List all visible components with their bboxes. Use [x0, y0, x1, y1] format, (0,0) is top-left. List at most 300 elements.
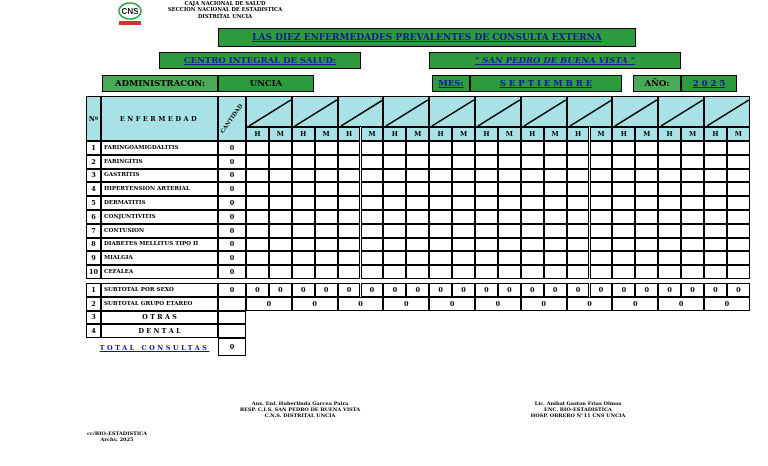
- data-cell[interactable]: [681, 265, 704, 279]
- data-cell[interactable]: [246, 155, 269, 169]
- data-cell[interactable]: [521, 265, 544, 279]
- data-cell[interactable]: [338, 182, 361, 196]
- data-cell[interactable]: [635, 251, 658, 265]
- data-cell[interactable]: [727, 155, 750, 169]
- data-cell[interactable]: [292, 155, 315, 169]
- data-cell[interactable]: [246, 210, 269, 224]
- disease-quantity: 0: [218, 169, 246, 183]
- sex-header: M: [681, 127, 704, 141]
- data-cell[interactable]: [475, 169, 498, 183]
- data-cell[interactable]: [521, 196, 544, 210]
- mes-value-box: [470, 75, 622, 92]
- data-cell[interactable]: [269, 196, 292, 210]
- data-cell[interactable]: [727, 238, 750, 252]
- disease-quantity: 0: [218, 210, 246, 224]
- data-cell[interactable]: [727, 265, 750, 279]
- data-cell[interactable]: [361, 155, 384, 169]
- data-cell[interactable]: [246, 141, 269, 155]
- age-group-header: [475, 96, 521, 127]
- data-cell[interactable]: [612, 210, 635, 224]
- data-cell[interactable]: [658, 265, 681, 279]
- data-cell[interactable]: [292, 141, 315, 155]
- data-cell[interactable]: [498, 196, 521, 210]
- diagonal-rule: [613, 97, 659, 128]
- data-cell[interactable]: [269, 182, 292, 196]
- subtotal-grupo-cell: 0: [521, 297, 567, 311]
- data-cell[interactable]: [590, 141, 613, 155]
- data-cell[interactable]: [452, 182, 475, 196]
- data-cell[interactable]: [406, 251, 429, 265]
- data-cell[interactable]: [452, 155, 475, 169]
- data-cell[interactable]: [292, 210, 315, 224]
- data-cell[interactable]: [567, 141, 590, 155]
- data-cell[interactable]: [338, 196, 361, 210]
- data-cell[interactable]: [383, 224, 406, 238]
- data-cell[interactable]: [383, 141, 406, 155]
- data-cell[interactable]: [521, 182, 544, 196]
- data-cell[interactable]: [498, 224, 521, 238]
- data-cell[interactable]: [246, 251, 269, 265]
- age-group-header: [338, 96, 384, 127]
- cns-logo: [116, 2, 152, 28]
- data-cell[interactable]: [498, 182, 521, 196]
- data-cell[interactable]: [727, 169, 750, 183]
- diagonal-rule: [705, 97, 751, 128]
- data-cell[interactable]: [612, 224, 635, 238]
- data-cell[interactable]: [704, 169, 727, 183]
- data-cell[interactable]: [338, 210, 361, 224]
- data-cell[interactable]: [429, 169, 452, 183]
- data-cell[interactable]: [452, 238, 475, 252]
- data-cell[interactable]: [498, 265, 521, 279]
- data-cell[interactable]: [429, 265, 452, 279]
- data-cell[interactable]: [475, 155, 498, 169]
- data-cell[interactable]: [658, 155, 681, 169]
- subtotal-sexo-qty: 0: [218, 283, 246, 297]
- data-cell[interactable]: [544, 265, 567, 279]
- data-cell[interactable]: [452, 210, 475, 224]
- data-cell[interactable]: [590, 196, 613, 210]
- data-cell[interactable]: [704, 155, 727, 169]
- data-cell[interactable]: [727, 251, 750, 265]
- data-cell[interactable]: [635, 169, 658, 183]
- data-cell[interactable]: [544, 224, 567, 238]
- data-cell[interactable]: [246, 265, 269, 279]
- admin-value-box: [218, 75, 314, 92]
- data-cell[interactable]: [361, 238, 384, 252]
- data-cell[interactable]: [681, 182, 704, 196]
- data-cell[interactable]: [361, 141, 384, 155]
- data-cell[interactable]: [406, 238, 429, 252]
- data-cell[interactable]: [704, 265, 727, 279]
- sex-header: M: [498, 127, 521, 141]
- data-cell[interactable]: [361, 196, 384, 210]
- data-cell[interactable]: [338, 238, 361, 252]
- row-number: 4: [86, 324, 101, 338]
- data-cell[interactable]: [590, 251, 613, 265]
- age-group-header: [521, 96, 567, 127]
- diagonal-rule: [430, 97, 476, 128]
- data-cell[interactable]: [269, 251, 292, 265]
- data-cell[interactable]: [292, 238, 315, 252]
- data-cell[interactable]: [383, 251, 406, 265]
- sex-header: H: [612, 127, 635, 141]
- data-cell[interactable]: [498, 155, 521, 169]
- data-cell[interactable]: [475, 210, 498, 224]
- disease-name: CONTUSION: [101, 224, 218, 238]
- data-cell[interactable]: [315, 210, 338, 224]
- cc-note: cc/BIO-ESTADISTICA Archv. 2025: [86, 431, 148, 444]
- data-cell[interactable]: [635, 155, 658, 169]
- data-cell[interactable]: [315, 251, 338, 265]
- sex-header: M: [269, 127, 292, 141]
- data-cell[interactable]: [429, 155, 452, 169]
- data-cell[interactable]: [567, 224, 590, 238]
- data-cell[interactable]: [635, 196, 658, 210]
- data-cell[interactable]: [269, 238, 292, 252]
- data-cell[interactable]: [590, 169, 613, 183]
- data-cell[interactable]: [498, 141, 521, 155]
- data-cell[interactable]: [315, 238, 338, 252]
- sex-header: M: [361, 127, 384, 141]
- subtotal-sexo-cell: 0: [246, 283, 269, 297]
- mes-value: S E P T I E M B R E: [499, 78, 593, 89]
- data-cell[interactable]: [612, 251, 635, 265]
- data-cell[interactable]: [681, 224, 704, 238]
- data-cell[interactable]: [612, 196, 635, 210]
- data-cell[interactable]: [544, 169, 567, 183]
- data-cell[interactable]: [406, 210, 429, 224]
- data-cell[interactable]: [315, 265, 338, 279]
- data-cell[interactable]: [338, 155, 361, 169]
- data-cell[interactable]: [315, 224, 338, 238]
- sex-header: M: [590, 127, 613, 141]
- data-cell[interactable]: [590, 238, 613, 252]
- age-group-header: [567, 96, 613, 127]
- total-consultas-label: [91, 340, 218, 356]
- row-number: 9: [86, 251, 101, 265]
- subtotal-sexo-cell: 0: [315, 283, 338, 297]
- row-number: 1: [86, 141, 101, 155]
- data-cell[interactable]: [269, 155, 292, 169]
- data-cell[interactable]: [383, 210, 406, 224]
- data-cell[interactable]: [475, 141, 498, 155]
- data-cell[interactable]: [361, 182, 384, 196]
- subtotal-sexo-cell: 0: [704, 283, 727, 297]
- data-cell[interactable]: [658, 182, 681, 196]
- data-cell[interactable]: [338, 169, 361, 183]
- data-cell[interactable]: [269, 141, 292, 155]
- data-cell[interactable]: [704, 196, 727, 210]
- data-cell[interactable]: [246, 169, 269, 183]
- data-cell[interactable]: [315, 141, 338, 155]
- sex-header: H: [704, 127, 727, 141]
- data-cell[interactable]: [361, 169, 384, 183]
- data-cell[interactable]: [704, 141, 727, 155]
- data-cell[interactable]: [612, 265, 635, 279]
- sex-header: H: [246, 127, 269, 141]
- data-cell[interactable]: [681, 210, 704, 224]
- logo-text: CNS: [121, 7, 139, 16]
- data-cell[interactable]: [704, 251, 727, 265]
- data-cell[interactable]: [292, 182, 315, 196]
- data-cell[interactable]: [612, 155, 635, 169]
- data-cell[interactable]: [269, 210, 292, 224]
- data-cell[interactable]: [704, 238, 727, 252]
- data-cell[interactable]: [475, 265, 498, 279]
- diagonal-rule: [247, 97, 293, 128]
- data-cell[interactable]: [475, 196, 498, 210]
- data-cell[interactable]: [475, 224, 498, 238]
- data-cell[interactable]: [567, 251, 590, 265]
- data-cell[interactable]: [544, 210, 567, 224]
- subtotal-sexo-cell: 0: [383, 283, 406, 297]
- data-cell[interactable]: [338, 265, 361, 279]
- data-cell[interactable]: [612, 182, 635, 196]
- data-cell[interactable]: [498, 251, 521, 265]
- data-cell[interactable]: [567, 169, 590, 183]
- data-cell[interactable]: [727, 196, 750, 210]
- data-cell[interactable]: [383, 265, 406, 279]
- data-cell[interactable]: [452, 251, 475, 265]
- anio-value: 2 0 2 5: [692, 78, 726, 89]
- admin-value: UNCIA: [249, 78, 283, 89]
- data-cell[interactable]: [590, 210, 613, 224]
- data-cell[interactable]: [429, 182, 452, 196]
- diagonal-rule: [339, 97, 385, 128]
- sex-header: M: [727, 127, 750, 141]
- data-cell[interactable]: [292, 169, 315, 183]
- age-group-header: [292, 96, 338, 127]
- sex-header: H: [658, 127, 681, 141]
- data-cell[interactable]: [567, 196, 590, 210]
- sex-header: M: [406, 127, 429, 141]
- data-cell[interactable]: [452, 141, 475, 155]
- data-cell[interactable]: [544, 251, 567, 265]
- data-cell[interactable]: [681, 141, 704, 155]
- disease-name: GASTRITIS: [101, 169, 218, 183]
- data-cell[interactable]: [361, 265, 384, 279]
- data-cell[interactable]: [658, 251, 681, 265]
- otras-qty[interactable]: [218, 311, 246, 325]
- disease-name: HIPERTENSION ARTERIAL: [101, 182, 218, 196]
- data-cell[interactable]: [635, 210, 658, 224]
- data-cell[interactable]: [429, 238, 452, 252]
- subtotal-sexo-cell: 0: [498, 283, 521, 297]
- data-cell[interactable]: [429, 251, 452, 265]
- data-cell[interactable]: [704, 224, 727, 238]
- subtotal-sexo-cell: 0: [727, 283, 750, 297]
- data-cell[interactable]: [681, 196, 704, 210]
- data-cell[interactable]: [590, 224, 613, 238]
- diagonal-rule: [522, 97, 568, 128]
- data-cell[interactable]: [292, 196, 315, 210]
- centro-label: CENTRO INTEGRAL DE SALUD:: [183, 55, 337, 66]
- data-cell[interactable]: [246, 196, 269, 210]
- data-cell[interactable]: [544, 238, 567, 252]
- sex-header: H: [567, 127, 590, 141]
- centro-value: " SAN PEDRO DE BUENA VISTA ": [474, 55, 636, 66]
- data-cell[interactable]: [567, 265, 590, 279]
- dental-qty[interactable]: [218, 324, 246, 338]
- data-cell[interactable]: [406, 155, 429, 169]
- data-cell[interactable]: [269, 169, 292, 183]
- data-cell[interactable]: [406, 196, 429, 210]
- data-cell[interactable]: [658, 196, 681, 210]
- data-cell[interactable]: [544, 141, 567, 155]
- sex-header: M: [452, 127, 475, 141]
- data-cell[interactable]: [521, 169, 544, 183]
- data-cell[interactable]: [383, 169, 406, 183]
- anio-label: AÑO:: [644, 78, 670, 89]
- data-cell[interactable]: [521, 141, 544, 155]
- row-number: 3: [86, 169, 101, 183]
- disease-quantity: 0: [218, 196, 246, 210]
- disease-name: CONJUNTIVITIS: [101, 210, 218, 224]
- disease-quantity: 0: [218, 155, 246, 169]
- data-cell[interactable]: [612, 169, 635, 183]
- data-cell[interactable]: [315, 155, 338, 169]
- data-cell[interactable]: [681, 169, 704, 183]
- data-cell[interactable]: [498, 169, 521, 183]
- data-cell[interactable]: [338, 141, 361, 155]
- data-cell[interactable]: [475, 182, 498, 196]
- data-cell[interactable]: [704, 210, 727, 224]
- data-cell[interactable]: [292, 224, 315, 238]
- data-cell[interactable]: [612, 238, 635, 252]
- age-group-header: [429, 96, 475, 127]
- data-cell[interactable]: [292, 251, 315, 265]
- data-cell[interactable]: [521, 238, 544, 252]
- subtotal-grupo-cell: 0: [292, 297, 338, 311]
- data-cell[interactable]: [612, 141, 635, 155]
- data-cell[interactable]: [567, 238, 590, 252]
- data-cell[interactable]: [452, 196, 475, 210]
- age-group-header: [612, 96, 658, 127]
- data-cell[interactable]: [521, 224, 544, 238]
- data-cell[interactable]: [429, 196, 452, 210]
- data-cell[interactable]: [452, 265, 475, 279]
- data-cell[interactable]: [727, 224, 750, 238]
- data-cell[interactable]: [315, 196, 338, 210]
- data-cell[interactable]: [544, 155, 567, 169]
- data-cell[interactable]: [246, 182, 269, 196]
- data-cell[interactable]: [361, 224, 384, 238]
- data-cell[interactable]: [590, 265, 613, 279]
- disease-name: DIABETES MELLITUS TIPO II: [101, 238, 218, 252]
- row-number: 6: [86, 210, 101, 224]
- diagonal-rule: [476, 97, 522, 128]
- data-cell[interactable]: [727, 141, 750, 155]
- row-number: 2: [86, 297, 101, 311]
- data-cell[interactable]: [429, 210, 452, 224]
- data-cell[interactable]: [521, 155, 544, 169]
- data-cell[interactable]: [727, 210, 750, 224]
- diagonal-rule: [659, 97, 705, 128]
- data-cell[interactable]: [658, 210, 681, 224]
- data-cell[interactable]: [383, 196, 406, 210]
- data-cell[interactable]: [315, 169, 338, 183]
- data-cell[interactable]: [681, 238, 704, 252]
- col-header-no: Nº: [86, 96, 101, 141]
- data-cell[interactable]: [544, 196, 567, 210]
- data-cell[interactable]: [338, 251, 361, 265]
- data-cell[interactable]: [246, 224, 269, 238]
- data-cell[interactable]: [727, 182, 750, 196]
- data-cell[interactable]: [475, 251, 498, 265]
- data-cell[interactable]: [452, 169, 475, 183]
- data-cell[interactable]: [658, 224, 681, 238]
- data-cell[interactable]: [498, 210, 521, 224]
- data-cell[interactable]: [361, 251, 384, 265]
- data-cell[interactable]: [383, 238, 406, 252]
- data-cell[interactable]: [315, 182, 338, 196]
- data-cell[interactable]: [429, 141, 452, 155]
- data-cell[interactable]: [406, 169, 429, 183]
- data-cell[interactable]: [475, 238, 498, 252]
- subtotal-sexo-cell: 0: [658, 283, 681, 297]
- subtotal-grupo-cell: 0: [658, 297, 704, 311]
- disease-name: FARINGOAMIGDALITIS: [101, 141, 218, 155]
- data-cell[interactable]: [567, 182, 590, 196]
- diagonal-rule: [384, 97, 430, 128]
- disease-name: DERMATITIS: [101, 196, 218, 210]
- data-cell[interactable]: [635, 224, 658, 238]
- data-cell[interactable]: [544, 182, 567, 196]
- data-cell[interactable]: [361, 210, 384, 224]
- data-cell[interactable]: [704, 182, 727, 196]
- data-cell[interactable]: [406, 265, 429, 279]
- data-cell[interactable]: [681, 251, 704, 265]
- subtotal-sexo-cell: 0: [567, 283, 590, 297]
- data-cell[interactable]: [269, 224, 292, 238]
- data-cell[interactable]: [658, 238, 681, 252]
- data-cell[interactable]: [635, 265, 658, 279]
- data-cell[interactable]: [406, 141, 429, 155]
- data-cell[interactable]: [635, 182, 658, 196]
- disease-quantity: 0: [218, 265, 246, 279]
- data-cell[interactable]: [567, 210, 590, 224]
- data-cell[interactable]: [246, 238, 269, 252]
- subtotal-sexo-cell: 0: [338, 283, 361, 297]
- data-cell[interactable]: [658, 141, 681, 155]
- centro-value-box: [429, 52, 681, 69]
- data-cell[interactable]: [498, 238, 521, 252]
- data-cell[interactable]: [567, 155, 590, 169]
- data-cell[interactable]: [269, 265, 292, 279]
- data-cell[interactable]: [406, 224, 429, 238]
- sex-header: H: [338, 127, 361, 141]
- data-cell[interactable]: [338, 224, 361, 238]
- data-cell[interactable]: [452, 224, 475, 238]
- data-cell[interactable]: [521, 251, 544, 265]
- data-cell[interactable]: [635, 141, 658, 155]
- data-cell[interactable]: [590, 155, 613, 169]
- data-cell[interactable]: [406, 182, 429, 196]
- data-cell[interactable]: [635, 238, 658, 252]
- data-cell[interactable]: [590, 182, 613, 196]
- data-cell[interactable]: [521, 210, 544, 224]
- data-cell[interactable]: [658, 169, 681, 183]
- data-cell[interactable]: [429, 224, 452, 238]
- data-cell[interactable]: [292, 265, 315, 279]
- age-group-header: [383, 96, 429, 127]
- data-cell[interactable]: [681, 155, 704, 169]
- data-cell[interactable]: [383, 182, 406, 196]
- dental-label: D E N T A L: [101, 324, 218, 338]
- data-cell[interactable]: [383, 155, 406, 169]
- disease-quantity: 0: [218, 251, 246, 265]
